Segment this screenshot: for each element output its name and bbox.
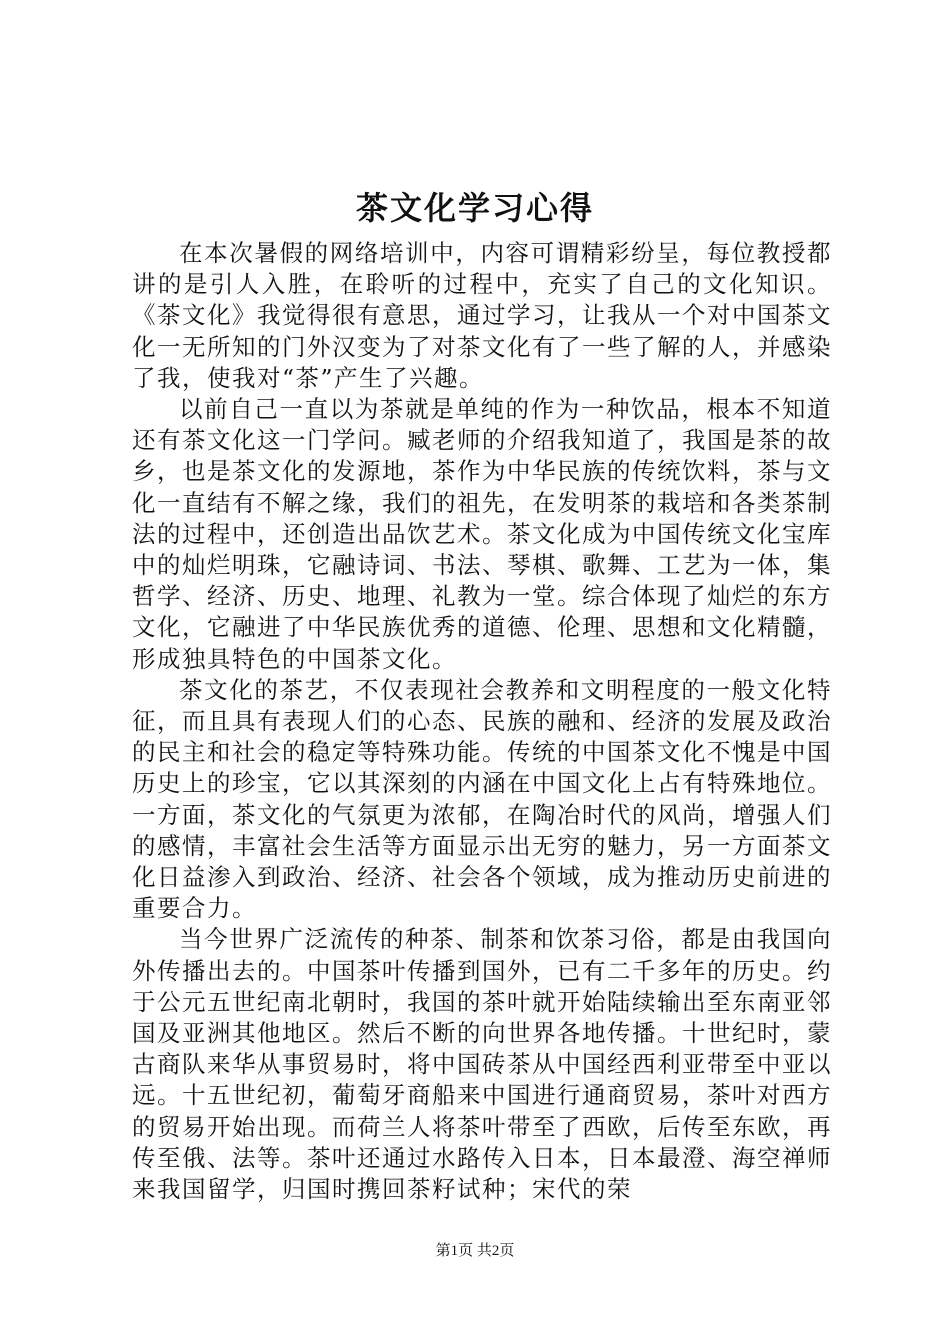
paragraph-3: 茶文化的茶艺，不仅表现社会教养和文明程度的一般文化特征，而且具有表现人们的心态、民族的融和、经济的发展及政治的民主和社会的稳定等特殊功能。传统的中国茶文化不愧是中国历史上的珍宝，它以其深刻的内涵在中国文化上占有特殊地位。一方面，茶文化的气氛更为浓郁，在陶冶时代的风尚，增强人们的感情，丰富社会生活等方面显示出无穷的魅力，另一方面茶文化日益渗入到政治、经济、社会各个领域，成为推动历史前进的重要合力。 bbox=[132, 675, 832, 923]
document-title: 茶文化学习心得 bbox=[355, 189, 594, 227]
paragraph-2: 以前自己一直以为茶就是单纯的作为一种饮品，根本不知道还有茶文化这一门学问。臧老师的介绍我知道了，我国是茶的故乡，也是茶文化的发源地，茶作为中华民族的传统饮料，茶与文化一直结有不解之缘，我们的祖先，在发明茶的栽培和各类茶制法的过程中，还创造出品饮艺术。茶文化成为中国传统文化宝库中的灿烂明珠，它融诗词、书法、琴棋、歌舞、工艺为一体，集哲学、经济、历史、地理、礼教为一堂。综合体现了灿烂的东方文化，它融进了中华民族优秀的道德、伦理、思想和文化精髓，形成独具特色的中国茶文化。 bbox=[132, 395, 832, 673]
paragraph-1: 在本次暑假的网络培训中，内容可谓精彩纷呈，每位教授都讲的是引人入胜，在聆听的过程中，充实了自己的文化知识。《茶文化》我觉得很有意思，通过学习，让我从一个对中国茶文化一无所知的门外汉变为了对茶文化有了一些了解的人，并感染了我，使我对“茶”产生了兴趣。 bbox=[132, 239, 832, 392]
page-footer: 第1页 共2页 bbox=[435, 1243, 515, 1259]
document-body bbox=[132, 238, 832, 1205]
paragraph-4: 当今世界广泛流传的种茶、制茶和饮茶习俗，都是由我国向外传播出去的。中国茶叶传播到国外，已有二千多年的历史。约于公元五世纪南北朝时，我国的茶叶就开始陆续输出至东南亚邻国及亚洲其他地区。然后不断的向世界各地传播。十世纪时，蒙古商队来华从事贸易时，将中国砖茶从中国经西利亚带至中亚以远。十五世纪初，葡萄牙商船来中国进行通商贸易，茶叶对西方的贸易开始出现。而荷兰人将茶叶带至了西欧，后传至东欧，再传至俄、法等。茶叶还通过水路传入日本，日本最澄、海空禅师来我国留学，归国时携回茶籽试种；宋代的荣 bbox=[132, 925, 832, 1204]
